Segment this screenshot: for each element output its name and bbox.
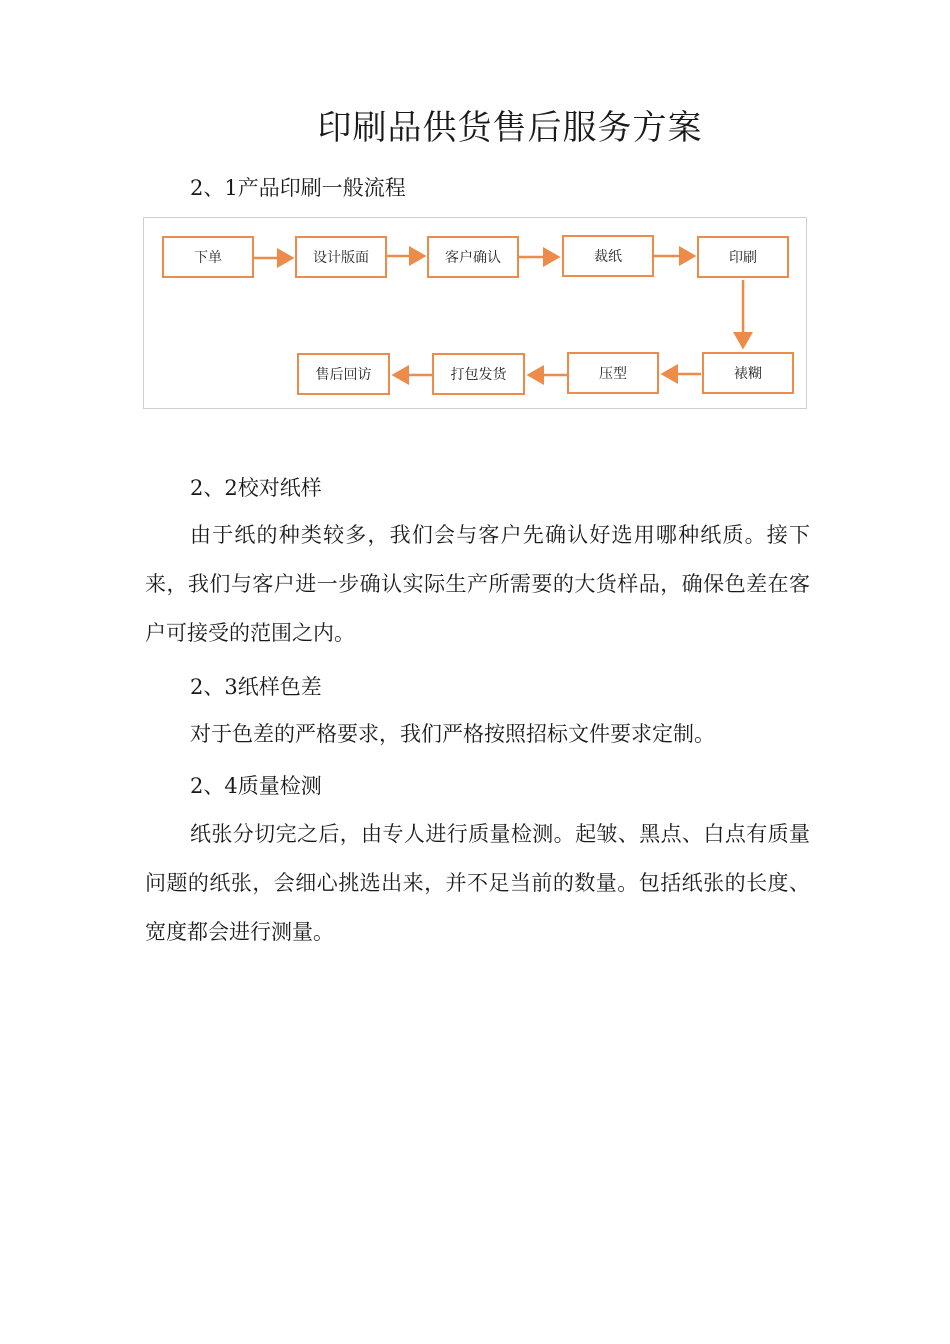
- section-heading-process: 2、1产品印刷一般流程: [190, 176, 406, 200]
- flow-step-customer-confirm: 客户确认: [427, 236, 519, 278]
- section-heading-color-diff: 2、3纸样色差: [190, 675, 322, 699]
- flow-step-after-sales: 售后回访: [297, 353, 390, 395]
- section-paragraph-proof: 由于纸的种类较多，我们会与客户先确认好选用哪种纸质。接下来，我们与客户进一步确认实际生产所需要的大货样品，确保色差在客户可接受的范围之内。: [145, 523, 810, 645]
- flow-step-order: 下单: [162, 236, 254, 278]
- section-paragraph-quality: 纸张分切完之后，由专人进行质量检测。起皱、黑点、白点有质量问题的纸张，会细心挑选出来，并不足当前的数量。包括纸张的长度、宽度都会进行测量。: [145, 822, 810, 944]
- flow-step-paper-cutting: 裁纸: [562, 235, 654, 277]
- document-title: 印刷品供货售后服务方案: [317, 108, 703, 148]
- flow-step-packing-shipping: 打包发货: [432, 353, 525, 395]
- flow-step-printing: 印刷: [697, 236, 789, 278]
- flow-step-layout-design: 设计版面: [295, 236, 387, 278]
- section-heading-quality: 2、4质量检测: [190, 774, 322, 798]
- section-paragraph-color-diff: 对于色差的严格要求，我们严格按照招标文件要求定制。: [190, 722, 715, 746]
- process-flowchart: [143, 217, 807, 409]
- flow-step-mounting: 裱糊: [702, 352, 794, 394]
- section-heading-proof: 2、2校对纸样: [190, 476, 322, 500]
- flow-step-pressing: 压型: [567, 352, 659, 394]
